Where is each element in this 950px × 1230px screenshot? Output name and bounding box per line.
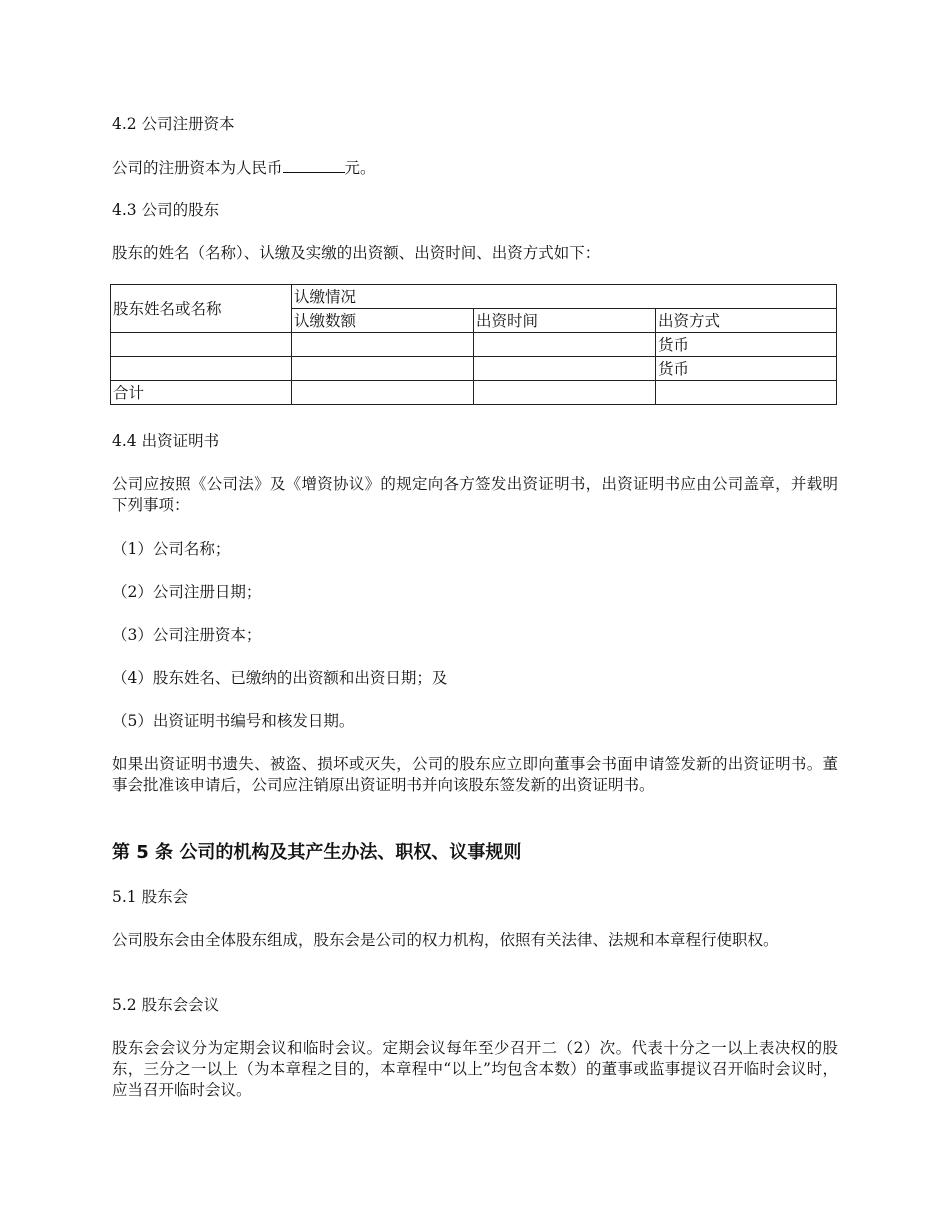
cell-method: 货币 xyxy=(656,357,837,381)
header-method: 出资方式 xyxy=(656,309,837,333)
cell-name xyxy=(111,333,292,357)
section-4-3-intro: 股东的姓名（名称）、认缴及实缴的出资额、出资时间、出资方式如下： xyxy=(112,244,601,262)
cell-total-method xyxy=(656,381,837,405)
registered-capital-line xyxy=(112,157,838,179)
registered-capital-unit: 元。 xyxy=(344,159,376,177)
header-shareholder-name: 股东姓名或名称 xyxy=(111,285,292,333)
header-amount: 认缴数额 xyxy=(292,309,474,333)
cell-amount xyxy=(292,333,474,357)
cell-total-label: 合计 xyxy=(111,381,292,405)
cell-total-time xyxy=(474,381,656,405)
header-subscription: 认缴情况 xyxy=(292,285,837,309)
table-total-row xyxy=(111,381,837,405)
section-4-4-heading: 4.4 出资证明书 xyxy=(112,432,220,450)
registered-capital-text: 公司的注册资本为人民币 xyxy=(112,159,283,177)
cell-method: 货币 xyxy=(656,333,837,357)
table-header-row xyxy=(111,285,837,309)
table-row xyxy=(111,357,837,381)
cell-time xyxy=(474,333,656,357)
cell-total-amount xyxy=(292,381,474,405)
cell-time xyxy=(474,357,656,381)
section-4-3-heading: 4.3 公司的股东 xyxy=(112,201,220,219)
article-5-title: 第 5 条 公司的机构及其产生办法、职权、议事规则 xyxy=(112,842,522,863)
cell-name xyxy=(111,357,292,381)
section-4-4-loss-paragraph: 如果出资证明书遗失、被盗、损坏或灭失，公司的股东应立即向董事会书面申请签发新的出资证明书。董事会批准该申请后，公司应注销原出资证明书并向该股东签发新的出资证明书。 xyxy=(112,755,838,794)
list-item: （3）公司注册资本； xyxy=(112,626,262,644)
list-item: （1）公司名称； xyxy=(112,540,231,558)
section-5-2-paragraph: 股东会会议分为定期会议和临时会议。定期会议每年至少召开二（2）次。代表十分之一以上表决权的股东，三分之一以上（为本章程之目的，本章程中“以上”均包含本数）的董事或监事提议召开临时会议时，应当召开临时会议。 xyxy=(112,1039,838,1099)
section-4-4-paragraph: 公司应按照《公司法》及《增资协议》的规定向各方签发出资证明书，出资证明书应由公司盖章，并载明下列事项： xyxy=(112,475,838,514)
section-5-2-heading: 5.2 股东会会议 xyxy=(112,996,220,1014)
section-5-1-paragraph: 公司股东会由全体股东组成，股东会是公司的权力机构，依照有关法律、法规和本章程行使职权。 xyxy=(112,931,779,949)
list-item: （5）出资证明书编号和核发日期。 xyxy=(112,712,355,730)
table-row xyxy=(111,333,837,357)
cell-amount xyxy=(292,357,474,381)
shareholder-table xyxy=(110,284,837,405)
list-item: （2）公司注册日期； xyxy=(112,583,262,601)
list-item: （4）股东姓名、已缴纳的出资额和出资日期；及 xyxy=(112,669,448,687)
section-5-1-heading: 5.1 股东会 xyxy=(112,888,189,906)
registered-capital-blank[interactable] xyxy=(283,157,345,173)
header-time: 出资时间 xyxy=(474,309,656,333)
section-4-2-heading: 4.2 公司注册资本 xyxy=(112,115,235,133)
